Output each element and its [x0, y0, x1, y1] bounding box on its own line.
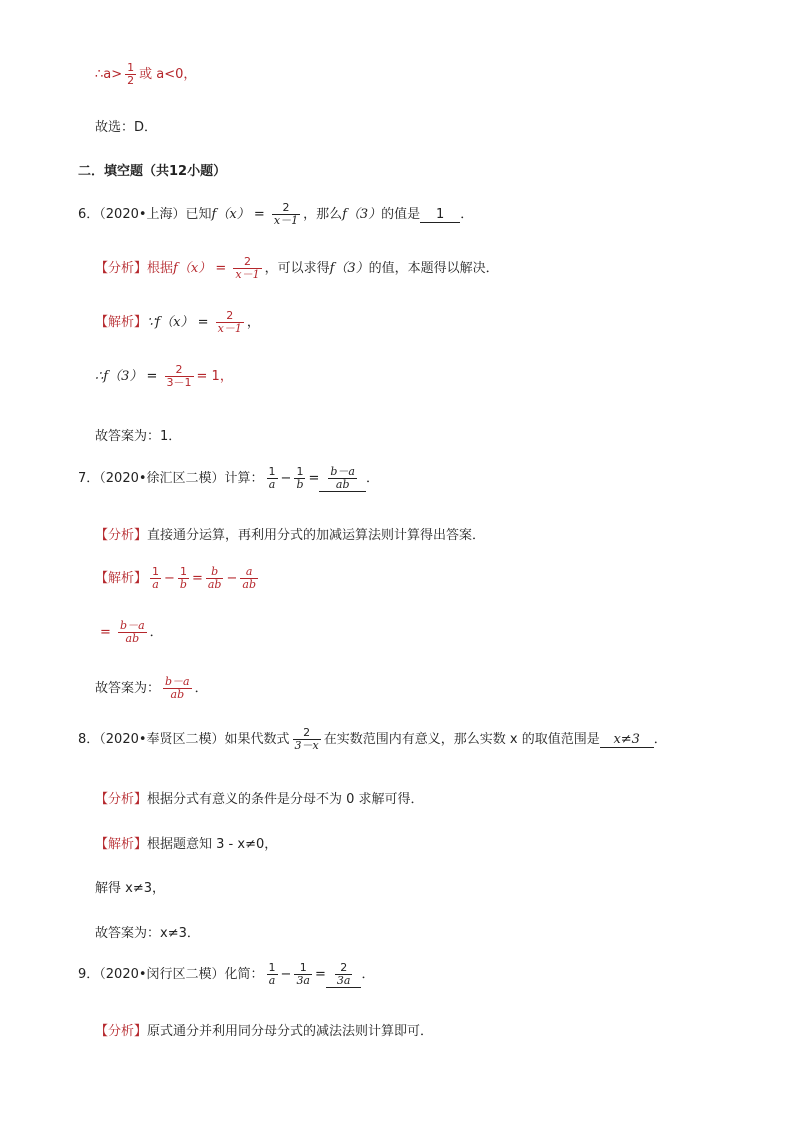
fraction — [328, 466, 357, 491]
denominator: a — [268, 478, 276, 492]
denominator: ab — [207, 578, 222, 592]
q7-result: = $\frac{b-a}{ab}$ ． — [100, 619, 163, 646]
q6-final: 故答案为：1． — [95, 429, 182, 444]
q8-end: ． — [653, 732, 667, 748]
denominator: a — [268, 974, 276, 988]
fraction — [206, 566, 224, 591]
question-7: 7．（2020•徐汇区二模）计算： $\frac{1}{a}$ − $\frac{1}{b}$ = $\frac{b-a}{ab}$ ． — [78, 465, 380, 492]
q6-eq: = — [249, 207, 269, 223]
numerator: b－a — [165, 675, 190, 688]
q7-analysis-text: 直接通分运算，再利用分式的加减运算法则计算得出答案． — [147, 528, 486, 543]
numerator: 1 — [127, 61, 135, 74]
q6-analysis-a: 根据 — [147, 261, 174, 277]
numerator: 2 — [226, 309, 234, 322]
question-8 — [78, 727, 667, 752]
answer-blank: 1 — [420, 207, 460, 223]
fraction — [216, 310, 244, 335]
q9-analysis — [95, 1020, 433, 1039]
fraction — [163, 676, 192, 701]
fraction — [125, 62, 136, 87]
conclusion-prefix: ∴a> — [95, 67, 123, 83]
analysis-tag: 【分析】 — [95, 261, 148, 277]
analysis-tag: 【分析】 — [95, 528, 148, 543]
q6-analysis-c: 的值，本题得以解决． — [368, 261, 499, 277]
q6-step2-end: = 1， — [196, 369, 233, 385]
numerator: 1 — [299, 961, 307, 974]
q8-stem-a: 8．（2020•奉贤区二模）如果代数式 — [78, 732, 290, 748]
fraction — [335, 962, 353, 987]
denominator: x－1 — [217, 322, 242, 336]
numerator: 1 — [268, 961, 276, 974]
denominator: ab — [170, 688, 185, 702]
fraction — [178, 566, 189, 591]
fraction — [118, 620, 147, 645]
q6-solution: 【解析】∵f（x） = $\frac{2}{x-1}$ ， — [95, 309, 260, 336]
q6-stem-c: 的值是 — [381, 207, 421, 223]
choice-text: 故选：D． — [95, 120, 158, 135]
choice-line — [95, 116, 157, 135]
solution-tag: 【解析】 — [95, 837, 148, 852]
fraction — [294, 466, 305, 491]
q8-analysis — [95, 788, 424, 807]
q8-final: 故答案为：x≠3． — [95, 926, 200, 941]
numerator: 1 — [179, 565, 187, 578]
numerator: b — [211, 565, 219, 578]
q6-sol-end: ， — [246, 315, 260, 331]
numerator: 2 — [340, 961, 348, 974]
q9-stem: 9．（2020•闵行区二模）化简： — [78, 967, 264, 983]
q8-solution — [95, 833, 277, 852]
numerator: 2 — [175, 363, 183, 376]
q6-sol-a: ∵f（x） — [147, 315, 194, 331]
solution-tag: 【解析】 — [95, 571, 148, 587]
fraction — [150, 566, 161, 591]
q8-step2: 解得 x≠3， — [95, 881, 165, 896]
q6-stem-a: 6．（2020•上海）已知 — [78, 207, 212, 223]
denominator: 3a — [296, 974, 310, 988]
fraction — [233, 256, 261, 281]
analysis-tag: 【分析】 — [95, 1024, 148, 1039]
q6-analysis-f3: f（3） — [329, 261, 369, 277]
denominator: 2 — [127, 74, 135, 88]
numerator: b－a — [120, 619, 145, 632]
q7-final-prefix: 故答案为： — [95, 681, 161, 697]
solution-tag: 【解析】 — [95, 315, 148, 331]
fraction — [267, 962, 278, 987]
numerator: 1 — [296, 465, 304, 478]
fraction — [240, 566, 258, 591]
denominator: b — [296, 478, 304, 492]
numerator: b－a — [330, 465, 355, 478]
denominator: ab — [335, 478, 350, 492]
q6-analysis: 【分析】根据f（x） = $\frac{2}{x-1}$ ，可以求得f（3）的值，本题得以解决． — [95, 255, 499, 282]
q8-analysis-text: 根据分式有意义的条件是分母不为 0 求解可得． — [147, 792, 424, 807]
q9-analysis-text: 原式通分并利用同分母分式的减法法则计算即可． — [147, 1024, 434, 1039]
denominator: x－1 — [235, 268, 260, 282]
q6-analysis-b: ，可以求得 — [264, 261, 330, 277]
answer-blank: x≠3 — [600, 732, 654, 748]
conclusion-suffix: 或 a<0， — [139, 67, 197, 83]
q6-step2: ∴f（3） = $\frac{2}{3-1}$ = 1， — [95, 363, 233, 390]
q7-final: 故答案为： $\frac{b-a}{ab}$ ． — [95, 675, 208, 702]
denominator: 3－x — [294, 739, 319, 753]
analysis-tag: 【分析】 — [95, 792, 148, 807]
q8-stem-b: 在实数范围内有意义，那么实数 x 的取值范围是 — [323, 732, 600, 748]
q6-f3: f（3） — [342, 207, 382, 223]
answer-blank — [326, 962, 362, 988]
denominator: 3a — [336, 974, 351, 988]
numerator: a — [245, 565, 253, 578]
q6-analysis-fx: f（x） — [173, 261, 212, 277]
denominator: a — [152, 578, 159, 592]
numerator: 2 — [282, 201, 290, 214]
q6-fx: f（x） — [211, 207, 250, 223]
denominator: ab — [125, 632, 140, 646]
fraction — [165, 364, 194, 389]
fraction — [293, 727, 321, 752]
question-9: 9．（2020•闵行区二模）化简： $\frac{1}{a}$ − $\frac{1}{3a}$ = $\frac{2}{3a}$ ． — [78, 961, 375, 988]
answer-blank — [319, 466, 366, 492]
q6-stem-b: ，那么 — [303, 207, 343, 223]
question-6 — [78, 202, 473, 227]
denominator: x－1 — [273, 214, 299, 228]
numerator: 2 — [243, 255, 251, 268]
numerator: 2 — [303, 726, 311, 739]
q7-solution: 【解析】 $\frac{1}{a}$ − $\frac{1}{b}$ = $\frac{b}{ab}$ − $\frac{a}{ab}$ — [95, 565, 256, 592]
section-title: 二．填空题（共12小题） — [78, 164, 227, 179]
fraction — [272, 202, 300, 227]
fraction — [294, 962, 312, 987]
q6-step2-a: ∴f（3） — [95, 369, 143, 385]
denominator: b — [179, 578, 187, 592]
denominator: 3－1 — [166, 376, 192, 390]
numerator: 1 — [268, 465, 276, 478]
q7-stem: 7．（2020•徐汇区二模）计算： — [78, 471, 264, 487]
conclusion-line — [95, 62, 196, 87]
denominator: ab — [242, 578, 256, 592]
numerator: 1 — [152, 565, 160, 578]
q7-analysis — [95, 524, 485, 543]
q6-end: ． — [460, 207, 474, 223]
q8-sol-text: 根据题意知 3 - x≠0， — [147, 837, 278, 852]
fraction — [267, 466, 278, 491]
